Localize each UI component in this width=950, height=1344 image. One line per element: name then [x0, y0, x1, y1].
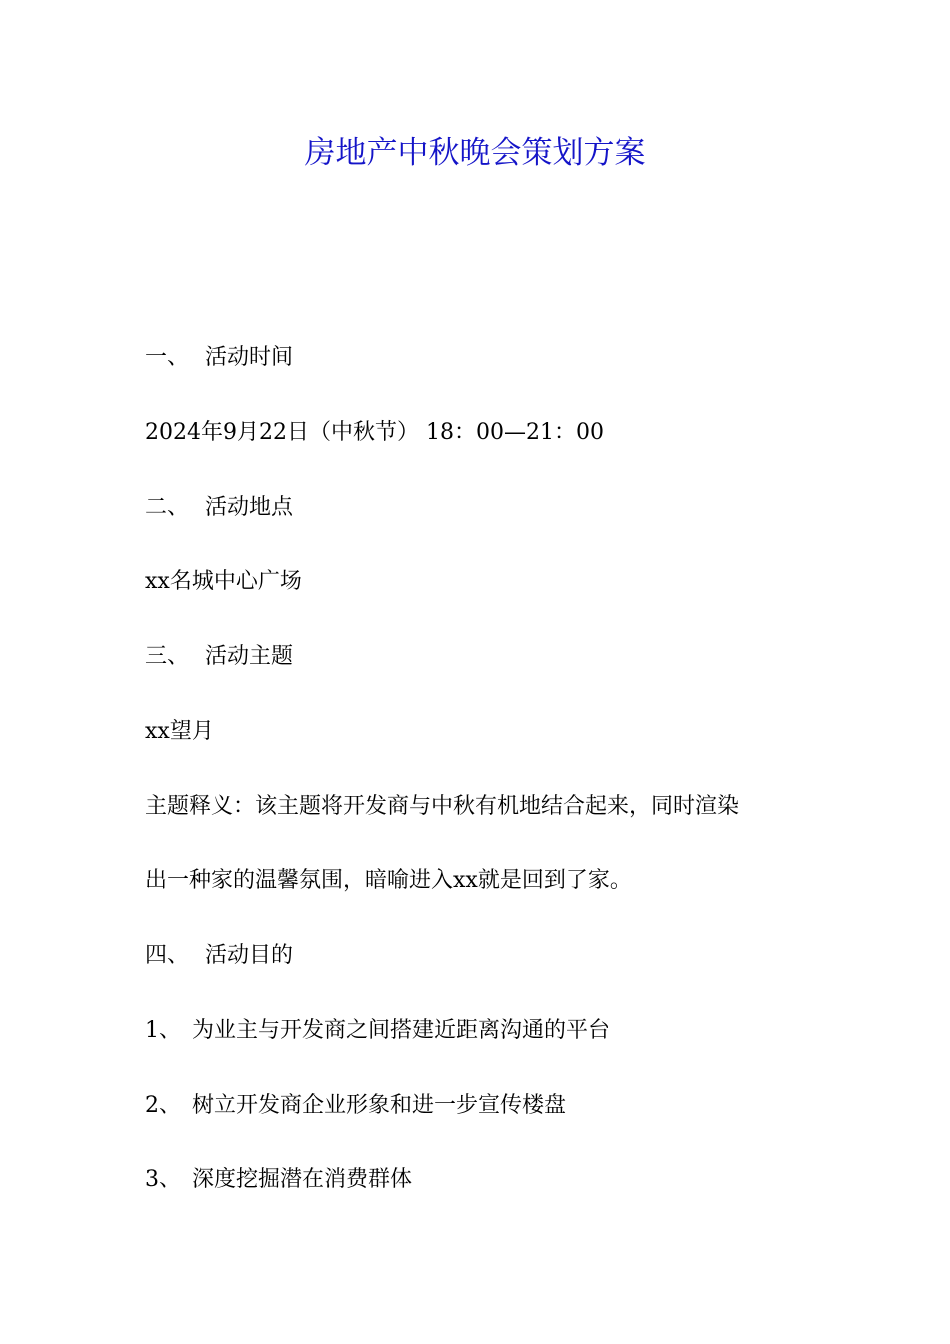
list-item-text: 深度挖掘潜在消费群体: [192, 1167, 413, 1192]
section-marker: 二、: [145, 495, 190, 520]
list-item: [145, 1091, 566, 1121]
place-content: xx名城中心广场: [145, 569, 302, 594]
section-heading-purpose: [145, 941, 293, 971]
list-item: [145, 1016, 610, 1046]
list-item-marker: 2、: [145, 1093, 181, 1118]
theme-explanation-line-2: 出一种家的温馨氛围，暗喻进入xx就是回到了家。: [145, 868, 632, 893]
section-heading-text: 活动时间: [205, 345, 294, 370]
section-marker: 三、: [145, 644, 190, 669]
document-title: 房地产中秋晚会策划方案: [304, 135, 646, 171]
list-item-text: 为业主与开发商之间搭建近距离沟通的平台: [192, 1018, 611, 1043]
section-marker: 四、: [145, 943, 190, 968]
section-heading-time: [145, 343, 293, 373]
time-content: 2024年9月22日（中秋节） 18：00—21：00: [145, 420, 604, 445]
section-heading-text: 活动主题: [205, 644, 294, 669]
section-marker: 一、: [145, 345, 190, 370]
list-item-text: 树立开发商企业形象和进一步宣传楼盘: [192, 1093, 567, 1118]
section-heading-theme: [145, 642, 293, 672]
section-heading-text: 活动目的: [205, 943, 294, 968]
list-item: [145, 1165, 412, 1195]
section-heading-place: [145, 493, 293, 523]
list-item-marker: 1、: [145, 1018, 181, 1043]
section-heading-text: 活动地点: [205, 495, 294, 520]
list-item-marker: 3、: [145, 1167, 181, 1192]
theme-content: xx望月: [145, 719, 214, 744]
theme-explanation-line-1: 主题释义：该主题将开发商与中秋有机地结合起来，同时渲染: [145, 794, 740, 819]
